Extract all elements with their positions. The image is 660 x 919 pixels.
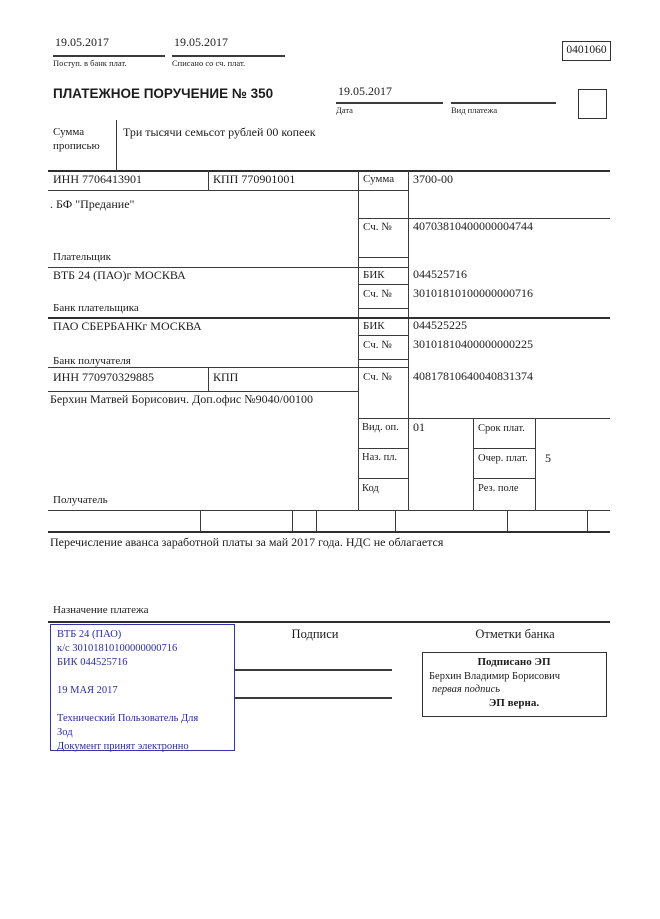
- divider: [336, 102, 443, 104]
- esign-name: Берхин Владимир Борисович: [429, 671, 560, 682]
- document-date: 19.05.2017: [338, 84, 392, 98]
- divider: [208, 170, 209, 190]
- payer-bank-label: Банк плательщика: [53, 302, 139, 314]
- divider: [358, 478, 408, 479]
- divider: [473, 478, 535, 479]
- amount-words-value: Три тысячи семьсот рублей 00 копеек: [123, 125, 316, 139]
- divider: [358, 308, 408, 309]
- stamp-accepted: Документ принят электронно: [57, 741, 189, 752]
- stamp-bank-name: ВТБ 24 (ПАО): [57, 629, 122, 640]
- payer-account: 40703810400000004744: [413, 219, 533, 233]
- divider: [48, 367, 408, 368]
- amount-words-label: Сумма прописью: [53, 126, 100, 152]
- stamp-bik: БИК 044525716: [57, 657, 128, 668]
- op-type-value: 01: [413, 420, 425, 434]
- divider: [587, 510, 588, 531]
- payer-account-label: Сч. №: [363, 221, 392, 233]
- document-title: ПЛАТЕЖНОЕ ПОРУЧЕНИЕ № 350: [53, 86, 274, 101]
- payer-bank-bik-label: БИК: [363, 269, 385, 281]
- divider: [358, 257, 408, 258]
- divider: [507, 510, 508, 531]
- purpose-label: Назначение платежа: [53, 604, 149, 616]
- payee-kpp-label: КПП: [213, 370, 239, 384]
- sum-value: 3700-00: [413, 172, 453, 186]
- payer-inn: ИНН 7706413901: [53, 172, 142, 186]
- esign-role: первая подпись: [432, 684, 501, 695]
- res-field-label: Рез. поле: [478, 483, 519, 494]
- divider: [358, 284, 408, 285]
- form-code-box: 0401060: [562, 41, 611, 61]
- divider: [535, 418, 536, 510]
- esign-box: [422, 652, 607, 717]
- purpose-text: Перечисление аванса заработной платы за май 2017 года. НДС не облагается: [50, 535, 444, 549]
- payee-bank-name: ПАО СБЕРБАНКг МОСКВА: [53, 319, 202, 333]
- received-date-label: Поступ. в банк плат.: [53, 58, 127, 68]
- divider: [292, 510, 293, 531]
- signature-line-2: [234, 697, 392, 699]
- payee-account: 40817810640040831374: [413, 369, 533, 383]
- divider: [48, 531, 610, 533]
- naz-label: Наз. пл.: [362, 452, 398, 463]
- signature-line-1: [234, 669, 392, 671]
- divider: [53, 55, 165, 57]
- divider: [358, 448, 408, 449]
- sum-label: Сумма: [363, 173, 395, 185]
- payee-account-label: Сч. №: [363, 371, 392, 383]
- payer-label: Плательщик: [53, 251, 111, 263]
- stamp-user-line1: Технический Пользователь Для: [57, 713, 199, 724]
- received-date: 19.05.2017: [55, 35, 109, 49]
- payer-name: . БФ "Предание": [50, 197, 135, 211]
- divider: [200, 510, 201, 531]
- term-label: Срок плат.: [478, 423, 525, 434]
- payer-bank-bik: 044525716: [413, 267, 467, 281]
- divider: [358, 418, 610, 419]
- payer-bank-name: ВТБ 24 (ПАО)г МОСКВА: [53, 268, 186, 282]
- payment-kind-label: Вид платежа: [451, 105, 498, 115]
- debited-date-label: Списано со сч. плат.: [172, 58, 246, 68]
- order-value: 5: [545, 451, 551, 465]
- op-type-label: Вид. оп.: [362, 422, 399, 433]
- payer-bank-account-label: Сч. №: [363, 288, 392, 300]
- bank-marks-header: Отметки банка: [475, 627, 555, 641]
- divider: [48, 510, 610, 511]
- payee-name: Берхин Матвей Борисович. Доп.офис №9040/00100: [50, 392, 314, 406]
- divider: [48, 190, 408, 191]
- stamp-user-line2: Зод: [57, 727, 73, 738]
- divider: [316, 510, 317, 531]
- divider: [358, 359, 408, 360]
- payer-bank-account: 30101810100000000716: [413, 286, 533, 300]
- date-label: Дата: [336, 105, 353, 115]
- payee-bank-label: Банк получателя: [53, 355, 131, 367]
- divider: [208, 367, 209, 391]
- debited-date: 19.05.2017: [174, 35, 228, 49]
- stamp-corr-account: к/с 30101810100000000716: [57, 643, 178, 654]
- esign-verified: ЭП верна.: [488, 697, 540, 709]
- divider: [172, 55, 285, 57]
- divider: [395, 510, 396, 531]
- divider: [473, 418, 474, 510]
- esign-title: Подписано ЭП: [477, 656, 551, 668]
- payee-bank-account: 30101810400000000225: [413, 337, 533, 351]
- code-label: Код: [362, 483, 379, 494]
- divider: [116, 120, 117, 170]
- divider: [358, 170, 359, 510]
- stamp-date: 19 МАЯ 2017: [57, 685, 118, 696]
- payee-bank-bik-label: БИК: [363, 320, 385, 332]
- divider: [451, 102, 556, 104]
- divider: [473, 448, 535, 449]
- payee-inn: ИНН 770970329885: [53, 370, 154, 384]
- payer-kpp: КПП 770901001: [213, 172, 296, 186]
- signatures-header: Подписи: [291, 627, 339, 641]
- divider: [358, 335, 408, 336]
- bank-stamp-box: [50, 624, 235, 751]
- order-label: Очер. плат.: [478, 453, 528, 464]
- payee-bank-account-label: Сч. №: [363, 339, 392, 351]
- divider: [48, 621, 610, 623]
- divider: [408, 170, 409, 510]
- payee-bank-bik: 044525225: [413, 318, 467, 332]
- payee-label: Получатель: [53, 494, 108, 506]
- payment-kind-box: [578, 89, 607, 119]
